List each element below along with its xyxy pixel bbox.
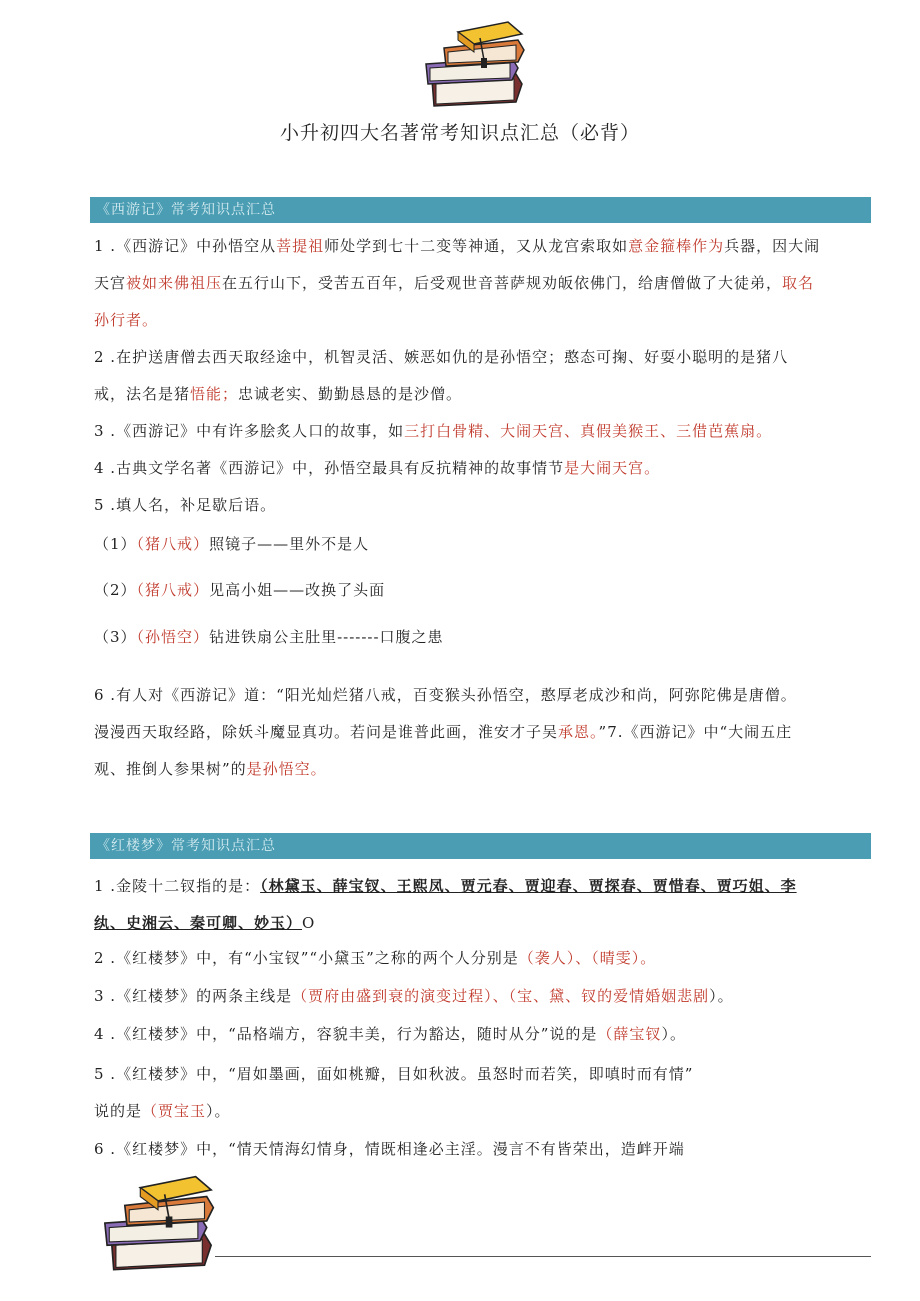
hongloumeng-q3: 3 .《红楼梦》的两条主线是（贾府由盛到衰的演变过程）、（宝、黛、钗的爱情婚姻悲剧）。 bbox=[94, 987, 734, 1005]
books-stack-icon bbox=[96, 1172, 220, 1272]
xiehouyu-item: （2）（猪八戒）见高小姐——改换了头面 bbox=[94, 581, 386, 599]
hongloumeng-q5: 5 .《红楼梦》中，“眉如墨画，面如桃瓣，目如秋波。虽怒时而若笑，即嗔时而有情” 说的是（贾宝玉）。 bbox=[94, 1065, 694, 1120]
hongloumeng-q2: 2 .《红楼梦》中，有“小宝钗”“小黛玉”之称的两个人分别是（袭人）、（晴雯）。 bbox=[94, 949, 657, 967]
footer-divider bbox=[215, 1256, 871, 1257]
page-title: 小升初四大名著常考知识点汇总（必背） bbox=[279, 122, 640, 144]
books-stack-icon bbox=[418, 18, 530, 108]
xiyouji-q2: 2 .在护送唐僧去西天取经途中，机智灵活、嫉恶如仇的是孙悟空；憨态可掬、好耍小聪明的是猪八 戒，法名是猪悟能；忠诚老实、勤勤恳恳的是沙僧。 bbox=[94, 348, 789, 403]
xiyouji-q6: 6 .有人对《西游记》道：“阳光灿烂猪八戒，百变猴头孙悟空，憨厚老成沙和尚，阿弥陀佛是唐僧。 漫漫西天取经路，除妖斗魔显真功。若问是谁普此画，淮安才子吴承恩。”7.《西游记》中“大闹五庄 观、推倒人参果树”的是孙悟空。 bbox=[94, 686, 797, 778]
hongloumeng-q4: 4 .《红楼梦》中，“品格端方，容貌丰美，行为豁达，随时从分”说的是（薛宝钗）。 bbox=[94, 1025, 686, 1043]
xiehouyu-item: （3）（孙悟空）钻进铁扇公主肚里-------口腹之患 bbox=[94, 628, 444, 646]
hongloumeng-q6: 6 .《红楼梦》中，“情天情海幻情身，情既相逢必主淫。漫言不有皆荣出，造衅开端 bbox=[94, 1140, 685, 1158]
xiyouji-q4: 4 .古典文学名著《西游记》中，孙悟空最具有反抗精神的故事情节是大闹天宫。 bbox=[94, 459, 661, 477]
hongloumeng-q1: 1 .金陵十二钗指的是：（林黛玉、薛宝钗、王熙凤、贾元春、贾迎春、贾探春、贾惜春、贾巧姐、李 纨、史湘云、秦可卿、妙玉）O bbox=[94, 877, 797, 932]
xiyouji-q5: 5 .填人名，补足歇后语。 bbox=[94, 496, 277, 514]
xiehouyu-item: （1）（猪八戒）照镜子——里外不是人 bbox=[94, 535, 370, 553]
xiyouji-q3: 3 .《西游记》中有许多脍炙人口的故事，如三打白骨精、大闹天宫、真假美猴王、三借芭蕉扇。 bbox=[94, 422, 773, 440]
section-header-xiyouji: 《西游记》常考知识点汇总 bbox=[90, 197, 871, 223]
section-header-hongloumeng: 《红楼梦》常考知识点汇总 bbox=[90, 833, 871, 859]
xiyouji-q1: 1 .《西游记》中孙悟空从菩提祖师处学到七十二变等神通，又从龙宫索取如意金箍棒作为兵器，因大闹 天宫被如来佛祖压在五行山下，受苦五百年，后受观世音菩萨规劝皈依佛门，给唐僧做了大徒弟，取名 孙行者。 bbox=[94, 237, 821, 329]
